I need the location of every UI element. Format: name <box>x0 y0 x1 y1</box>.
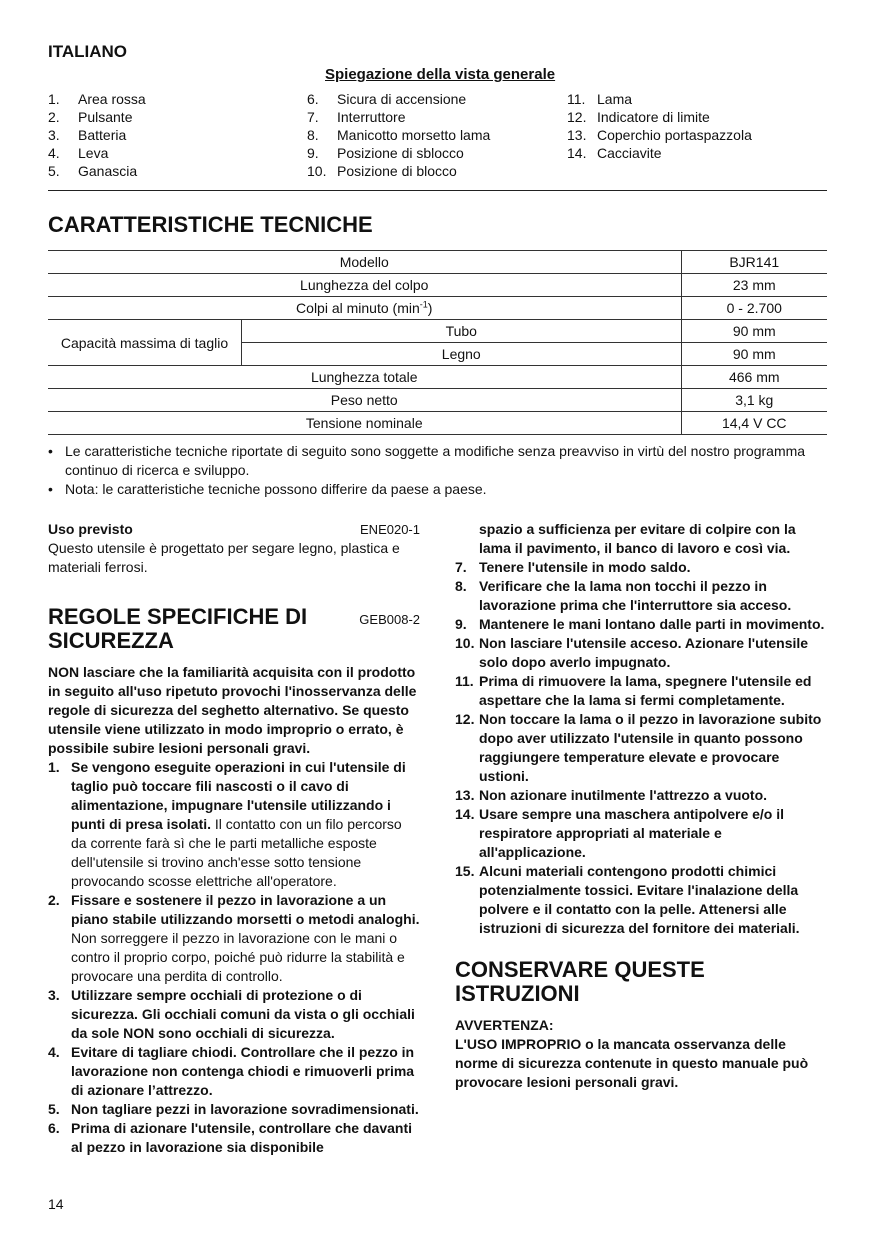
general-view-item <box>307 144 490 162</box>
general-view-item <box>307 162 490 180</box>
table-row <box>48 320 827 343</box>
general-view-item <box>48 90 146 108</box>
general-view-item <box>567 126 752 144</box>
language-heading: ITALIANO <box>48 42 128 61</box>
item-text <box>71 986 420 1043</box>
item-text: Usare sempre una maschera antipolvere e/o il respiratore appropriati al materiale e all'applicazione. <box>479 806 785 860</box>
list-item <box>48 442 808 480</box>
spec-value: 466 mm <box>681 366 827 389</box>
general-view-item <box>48 144 146 162</box>
general-view-column-3 <box>567 90 752 162</box>
intended-use-title: Uso previsto <box>48 521 133 537</box>
item-number: 7. <box>307 109 319 125</box>
intended-use-header <box>48 520 420 539</box>
item-number: 13. <box>567 127 587 143</box>
item-number: 6. <box>48 1120 60 1136</box>
table-row <box>48 389 827 412</box>
item-label: Lama <box>597 91 633 107</box>
spec-value: 14,4 V CC <box>681 412 827 435</box>
item-label: Batteria <box>78 127 127 143</box>
list-item <box>455 805 827 862</box>
item-label: Coperchio portaspazzola <box>597 127 752 143</box>
keep-heading-line2: ISTRUZIONI <box>455 981 580 1006</box>
item-bold-text: Utilizzare sempre occhiali di protezione o di sicurezza. Gli occhiali comuni da vista o gli occhiali da sole NON sono occhiali di sicurezza. <box>71 987 415 1041</box>
table-row <box>48 366 827 389</box>
item-bold-text: Se vengono eseguite operazioni in cui l'utensile di taglio può toccare fili nascosti o il cavo di alimentazione, impugnare l'utensile utilizzando i punti di presa isolati. <box>71 759 406 832</box>
list-item <box>455 634 827 672</box>
item-text: spazio a sufficienza per evitare di colpire con la lama il pavimento, il banco di lavoro e così via. <box>479 521 796 556</box>
list-item <box>455 710 827 786</box>
page-number: 14 <box>48 1196 64 1212</box>
item-number: 5. <box>48 1101 60 1117</box>
keep-instructions-heading <box>455 958 827 1006</box>
table-row <box>48 274 827 297</box>
spec-label-close: ) <box>427 300 433 316</box>
intended-use-text: Questo utensile è progettato per segare legno, plastica e materiali ferrosi. <box>48 540 400 575</box>
item-number: 2. <box>48 109 60 125</box>
item-text <box>71 891 420 986</box>
item-text: Alcuni materiali contengono prodotti chimici potenzialmente tossici. Evitare l'inalazione della polvere e il contatto con la pelle. Attenersi alle istruzioni di sicurezza del fornitore dei materiali. <box>479 863 800 936</box>
right-column <box>455 520 827 1092</box>
item-number: 6. <box>307 91 319 107</box>
list-item <box>48 891 420 986</box>
item-label: Ganascia <box>78 163 138 179</box>
general-view-item <box>48 162 146 180</box>
warning-label: AVVERTENZA: <box>455 1017 554 1033</box>
item-text: Non lasciare l'utensile acceso. Azionare l'utensile solo dopo averlo impugnato. <box>479 635 809 670</box>
spec-value: 3,1 kg <box>681 389 827 412</box>
safety-heading-line1: REGOLE SPECIFICHE DI <box>48 604 308 629</box>
spec-value: 0 - 2.700 <box>681 297 827 320</box>
item-number: 1. <box>48 91 60 107</box>
item-label: Manicotto morsetto lama <box>337 127 491 143</box>
item-number: 4. <box>48 145 60 161</box>
item-text: Prima di rimuovere la lama, spegnere l'utensile ed aspettare che la lama si fermi completamente. <box>479 673 812 708</box>
list-item <box>455 558 827 577</box>
spec-label: Capacità massima di taglio <box>48 320 242 366</box>
spec-value: BJR141 <box>681 251 827 274</box>
item-normal-text: Non sorreggere il pezzo in lavorazione con le mani o contro il proprio corpo, poiché può ridurre la stabilità e provocare una perdita di controllo. <box>71 930 405 984</box>
item-label: Posizione di sblocco <box>337 145 464 161</box>
item-number: 8. <box>455 578 467 594</box>
general-view-column-2 <box>307 90 490 180</box>
item-number: 1. <box>48 759 60 775</box>
spec-label: Modello <box>48 251 681 274</box>
table-row <box>48 412 827 435</box>
general-view-item <box>48 108 146 126</box>
safety-header <box>48 605 420 653</box>
spec-value: 90 mm <box>681 320 827 343</box>
item-number: 3. <box>48 127 60 143</box>
spec-value: 90 mm <box>681 343 827 366</box>
item-label: Cacciavite <box>597 145 662 161</box>
spec-label-text: Colpi al minuto (min <box>296 300 420 316</box>
item-label: Interruttore <box>337 109 406 125</box>
item-number: 12. <box>455 711 475 727</box>
table-row <box>48 251 827 274</box>
item-text <box>71 1043 420 1100</box>
item-bold-text: Non tagliare pezzi in lavorazione sovradimensionati. <box>71 1101 419 1117</box>
item-text: Non azionare inutilmente l'attrezzo a vuoto. <box>479 787 768 803</box>
bullet: • <box>48 443 53 459</box>
general-view-item <box>48 126 146 144</box>
item-number: 10. <box>455 635 475 651</box>
item-number: 14. <box>567 145 587 161</box>
specifications-heading: CARATTERISTICHE TECNICHE <box>48 212 373 237</box>
spec-label: Lunghezza del colpo <box>48 274 681 297</box>
item-label: Sicura di accensione <box>337 91 467 107</box>
spec-label: Peso netto <box>48 389 681 412</box>
specifications-table <box>48 250 827 435</box>
item-bold-text: Prima di azionare l'utensile, controllare che davanti al pezzo in lavorazione sia disponibile <box>71 1120 412 1155</box>
item-text <box>71 758 420 891</box>
list-item <box>455 577 827 615</box>
item-bold-text: Evitare di tagliare chiodi. Controllare che il pezzo in lavorazione non contenga chiodi e rimuoverli prima di azionare l’attrezzo. <box>71 1044 415 1098</box>
item-label: Posizione di blocco <box>337 163 457 179</box>
item-bold-text: Fissare e sostenere il pezzo in lavorazione a un piano stabile utilizzando morsetti o metodi analoghi. <box>71 892 420 927</box>
general-view-item <box>307 90 490 108</box>
item-label: Leva <box>78 145 109 161</box>
left-column <box>48 520 420 1157</box>
list-item <box>48 1100 420 1119</box>
item-text: Mantenere le mani lontano dalle parti in movimento. <box>479 616 825 632</box>
item-number: 12. <box>567 109 587 125</box>
divider <box>48 190 827 191</box>
bullet: • <box>48 481 53 497</box>
item-number: 2. <box>48 892 60 908</box>
item-number: 13. <box>455 787 475 803</box>
item-number: 11. <box>455 673 474 689</box>
safety-heading-line2: SICUREZZA <box>48 628 174 653</box>
item-number: 14. <box>455 806 475 822</box>
general-view-item <box>567 108 752 126</box>
spec-label <box>48 297 681 320</box>
item-normal-text: Il contatto con un filo percorso da corrente farà sì che le parti metalliche esposte dell'utensile si trovino anch'esse sotto tensione provocando scosse elettriche all'operatore. <box>71 816 402 889</box>
safety-code: GEB008-2 <box>359 612 420 627</box>
intended-use-code: ENE020-1 <box>360 522 420 537</box>
item-number: 3. <box>48 987 60 1003</box>
spec-label-superscript: -1 <box>419 299 428 310</box>
list-item <box>48 758 420 891</box>
general-view-title: Spiegazione della vista generale <box>325 66 556 83</box>
spec-label: Tensione nominale <box>48 412 681 435</box>
list-item <box>455 786 827 805</box>
item-number: 9. <box>307 145 319 161</box>
item-text <box>71 1119 420 1157</box>
safety-intro: NON lasciare che la familiarità acquisita con il prodotto in seguito all'uso ripetuto provochi l'inosservanza delle regole di sicurezza del seghetto alternativo. Se questo utensile viene utilizzato in modo improprio o errato, è possibile subire lesioni personali gravi. <box>48 664 417 756</box>
keep-heading-line1: CONSERVARE QUESTE <box>455 957 705 982</box>
item-label: Pulsante <box>78 109 133 125</box>
item-text: Non toccare la lama o il pezzo in lavorazione subito dopo aver utilizzato l'utensile in quanto possono raggiungere temperature elevate e provocare ustioni. <box>479 711 822 784</box>
item-label: Indicatore di limite <box>597 109 710 125</box>
item-label: Area rossa <box>78 91 146 107</box>
item-number: 8. <box>307 127 319 143</box>
list-item <box>48 480 808 499</box>
item-number: 4. <box>48 1044 60 1060</box>
safety-heading <box>48 605 307 653</box>
item-number: 5. <box>48 163 60 179</box>
general-view-item <box>307 126 490 144</box>
spec-value: 23 mm <box>681 274 827 297</box>
general-view-item <box>307 108 490 126</box>
item-number: 10. <box>307 163 327 179</box>
spec-notes <box>48 442 808 499</box>
spec-sublabel: Legno <box>242 343 682 366</box>
list-item <box>455 672 827 710</box>
note-text: Nota: le caratteristiche tecniche possono differire da paese a paese. <box>65 481 487 497</box>
item-text: Verificare che la lama non tocchi il pezzo in lavorazione prima che l'interruttore sia acceso. <box>479 578 792 613</box>
list-item <box>48 986 420 1043</box>
general-view-item <box>567 90 752 108</box>
item-number: 15. <box>455 863 475 879</box>
spec-label: Lunghezza totale <box>48 366 681 389</box>
item-text <box>71 1100 419 1119</box>
list-item <box>455 615 827 634</box>
item-text: Tenere l'utensile in modo saldo. <box>479 559 691 575</box>
list-item <box>48 1043 420 1100</box>
item-number: 11. <box>567 91 586 107</box>
list-item-continued <box>455 520 827 558</box>
table-row <box>48 297 827 320</box>
general-view-item <box>567 144 752 162</box>
general-view-column-1 <box>48 90 146 180</box>
item-number: 7. <box>455 559 467 575</box>
list-item <box>48 1119 420 1157</box>
item-number: 9. <box>455 616 467 632</box>
warning-text: L'USO IMPROPRIO o la mancata osservanza delle norme di sicurezza contenute in questo manuale può provocare lesioni personali gravi. <box>455 1036 809 1090</box>
list-item <box>455 862 827 938</box>
spec-sublabel: Tubo <box>242 320 682 343</box>
note-text: Le caratteristiche tecniche riportate di seguito sono soggette a modifiche senza preavviso in virtù del nostro programma continuo di ricerca e sviluppo. <box>65 443 806 478</box>
